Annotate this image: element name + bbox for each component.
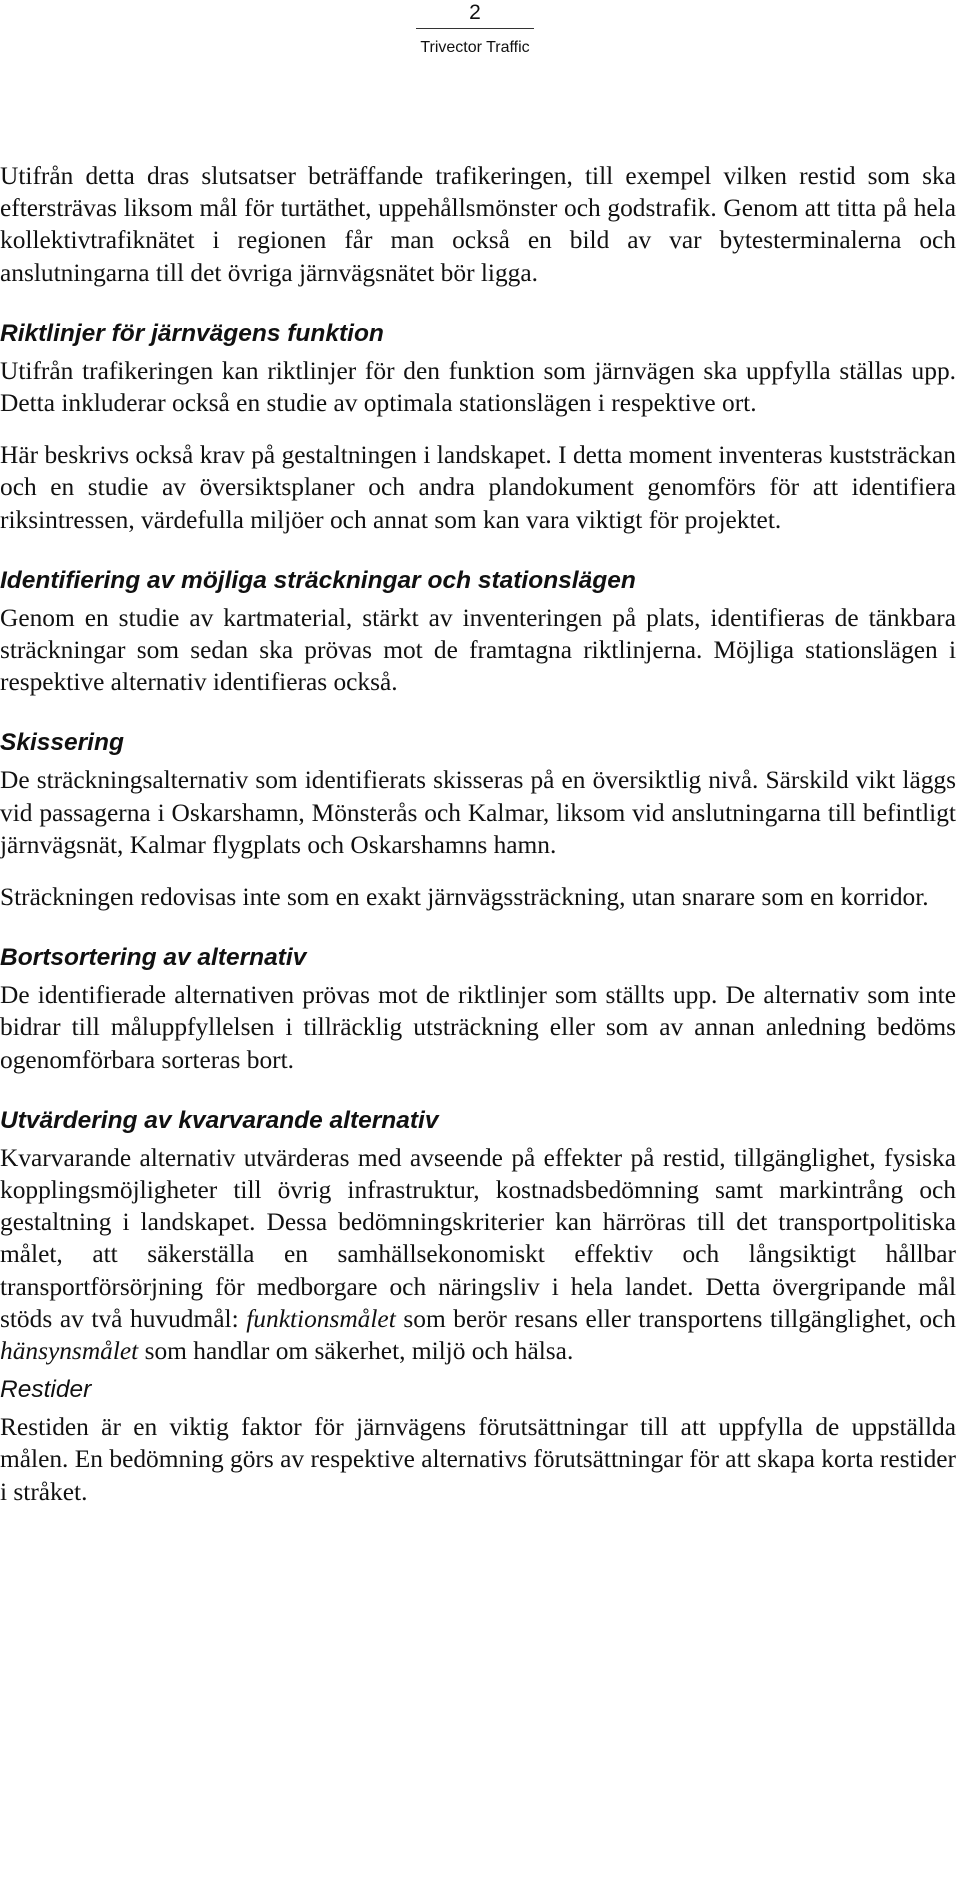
utvardering-text-c: som handlar om säkerhet, miljö och hälsa. bbox=[138, 1337, 574, 1366]
restider-paragraph: Restiden är en viktig faktor för järnvägens förutsättningar till att uppfylla de uppställda målen. En bedömning görs av respektive alternativs förutsättningar för att skapa korta restider i stråket. bbox=[0, 1413, 956, 1506]
bortsortering-paragraph: De identifierade alternativen prövas mot de riktlinjer som ställts upp. De alternativ som inte bidrar till måluppfyllelsen i tillräcklig utsträckning eller som av annan anledning bedöms ogenomförbara sorteras bort. bbox=[0, 981, 956, 1074]
riktlinjer-paragraph-1: Utifrån trafikeringen kan riktlinjer för den funktion som järnvägen ska uppfylla ställas upp. Detta inkluderar också en studie av optimala stationslägen i respektive ort. bbox=[0, 356, 956, 418]
funktionsmalet-term: funktionsmålet bbox=[246, 1304, 396, 1333]
page-number: 2 bbox=[469, 1, 481, 24]
document-body bbox=[0, 160, 956, 1508]
identifiering-paragraph: Genom en studie av kartmaterial, stärkt av inventeringen på plats, identifieras de tänkbara sträckningar som sedan ska prövas mot de framtagna riktlinjerna. Möjliga stationslägen i respektive alternativ identifieras också. bbox=[0, 603, 956, 697]
skissering-paragraph-2: Sträckningen redovisas inte som en exakt järnvägssträckning, utan snarare som en korridor. bbox=[0, 883, 929, 912]
section-heading-bortsortering: Bortsortering av alternativ bbox=[0, 944, 307, 972]
utvardering-paragraph bbox=[0, 1142, 956, 1367]
running-header bbox=[415, 0, 535, 58]
riktlinjer-paragraph-2: Här beskrivs också krav på gestaltningen i landskapet. I detta moment inventeras kuststräckan och en studie av översiktsplaner och andra plandokument genomförs för att identifiera riksintressen, värdefulla miljöer och annat som kan vara viktigt för projektet. bbox=[0, 441, 956, 534]
utvardering-text-b: som berör resans eller transportens tillgänglighet, och bbox=[395, 1304, 956, 1333]
utvardering-text-a: Kvarvarande alternativ utvärderas med avseende på effekter på restid, tillgänglighet, fysiska kopplingsmöjligheter till övrig infrastruktur, kostnadsbedömning samt markintrång och gestaltning i landskapet. Dessa bedömningskriterier kan härröras till det transportpolitiska målet, att säkerställa en samhällsekonomiskt effektiv och långsiktigt hållbar transportförsörjning för medborgare och näringsliv i hela landet. Detta övergripande mål stöds av två huvudmål: bbox=[0, 1143, 956, 1333]
subsection-heading-restider: Restider bbox=[0, 1376, 92, 1404]
skissering-paragraph-1: De sträckningsalternativ som identifierats skisseras på en översiktlig nivå. Särskild vikt läggs vid passagerna i Oskarshamn, Mönsterås och Kalmar, liksom vid anslutningarna till befintligt järnvägsnät, Kalmar flygplats och Oskarshamns hamn. bbox=[0, 766, 956, 859]
header-rule bbox=[416, 28, 534, 29]
section-heading-utvardering: Utvärdering av kvarvarande alternativ bbox=[0, 1106, 439, 1134]
section-heading-skissering: Skissering bbox=[0, 729, 124, 757]
company-name: Trivector Traffic bbox=[420, 39, 530, 56]
section-heading-riktlinjer: Riktlinjer för järnvägens funktion bbox=[0, 319, 384, 347]
section-heading-identifiering: Identifiering av möjliga sträckningar och stationslägen bbox=[0, 566, 636, 594]
intro-paragraph: Utifrån detta dras slutsatser beträffande trafikeringen, till exempel vilken restid som ska eftersträvas liksom mål för turtäthet, uppehållsmönster och godstrafik. Genom att titta på hela kollektivtrafiknätet i regionen får man också en bild av var bytesterminalerna och anslutningarna till det övriga järnvägsnätet bör ligga. bbox=[0, 162, 956, 287]
hansynsmalet-term: hänsynsmålet bbox=[0, 1337, 139, 1366]
